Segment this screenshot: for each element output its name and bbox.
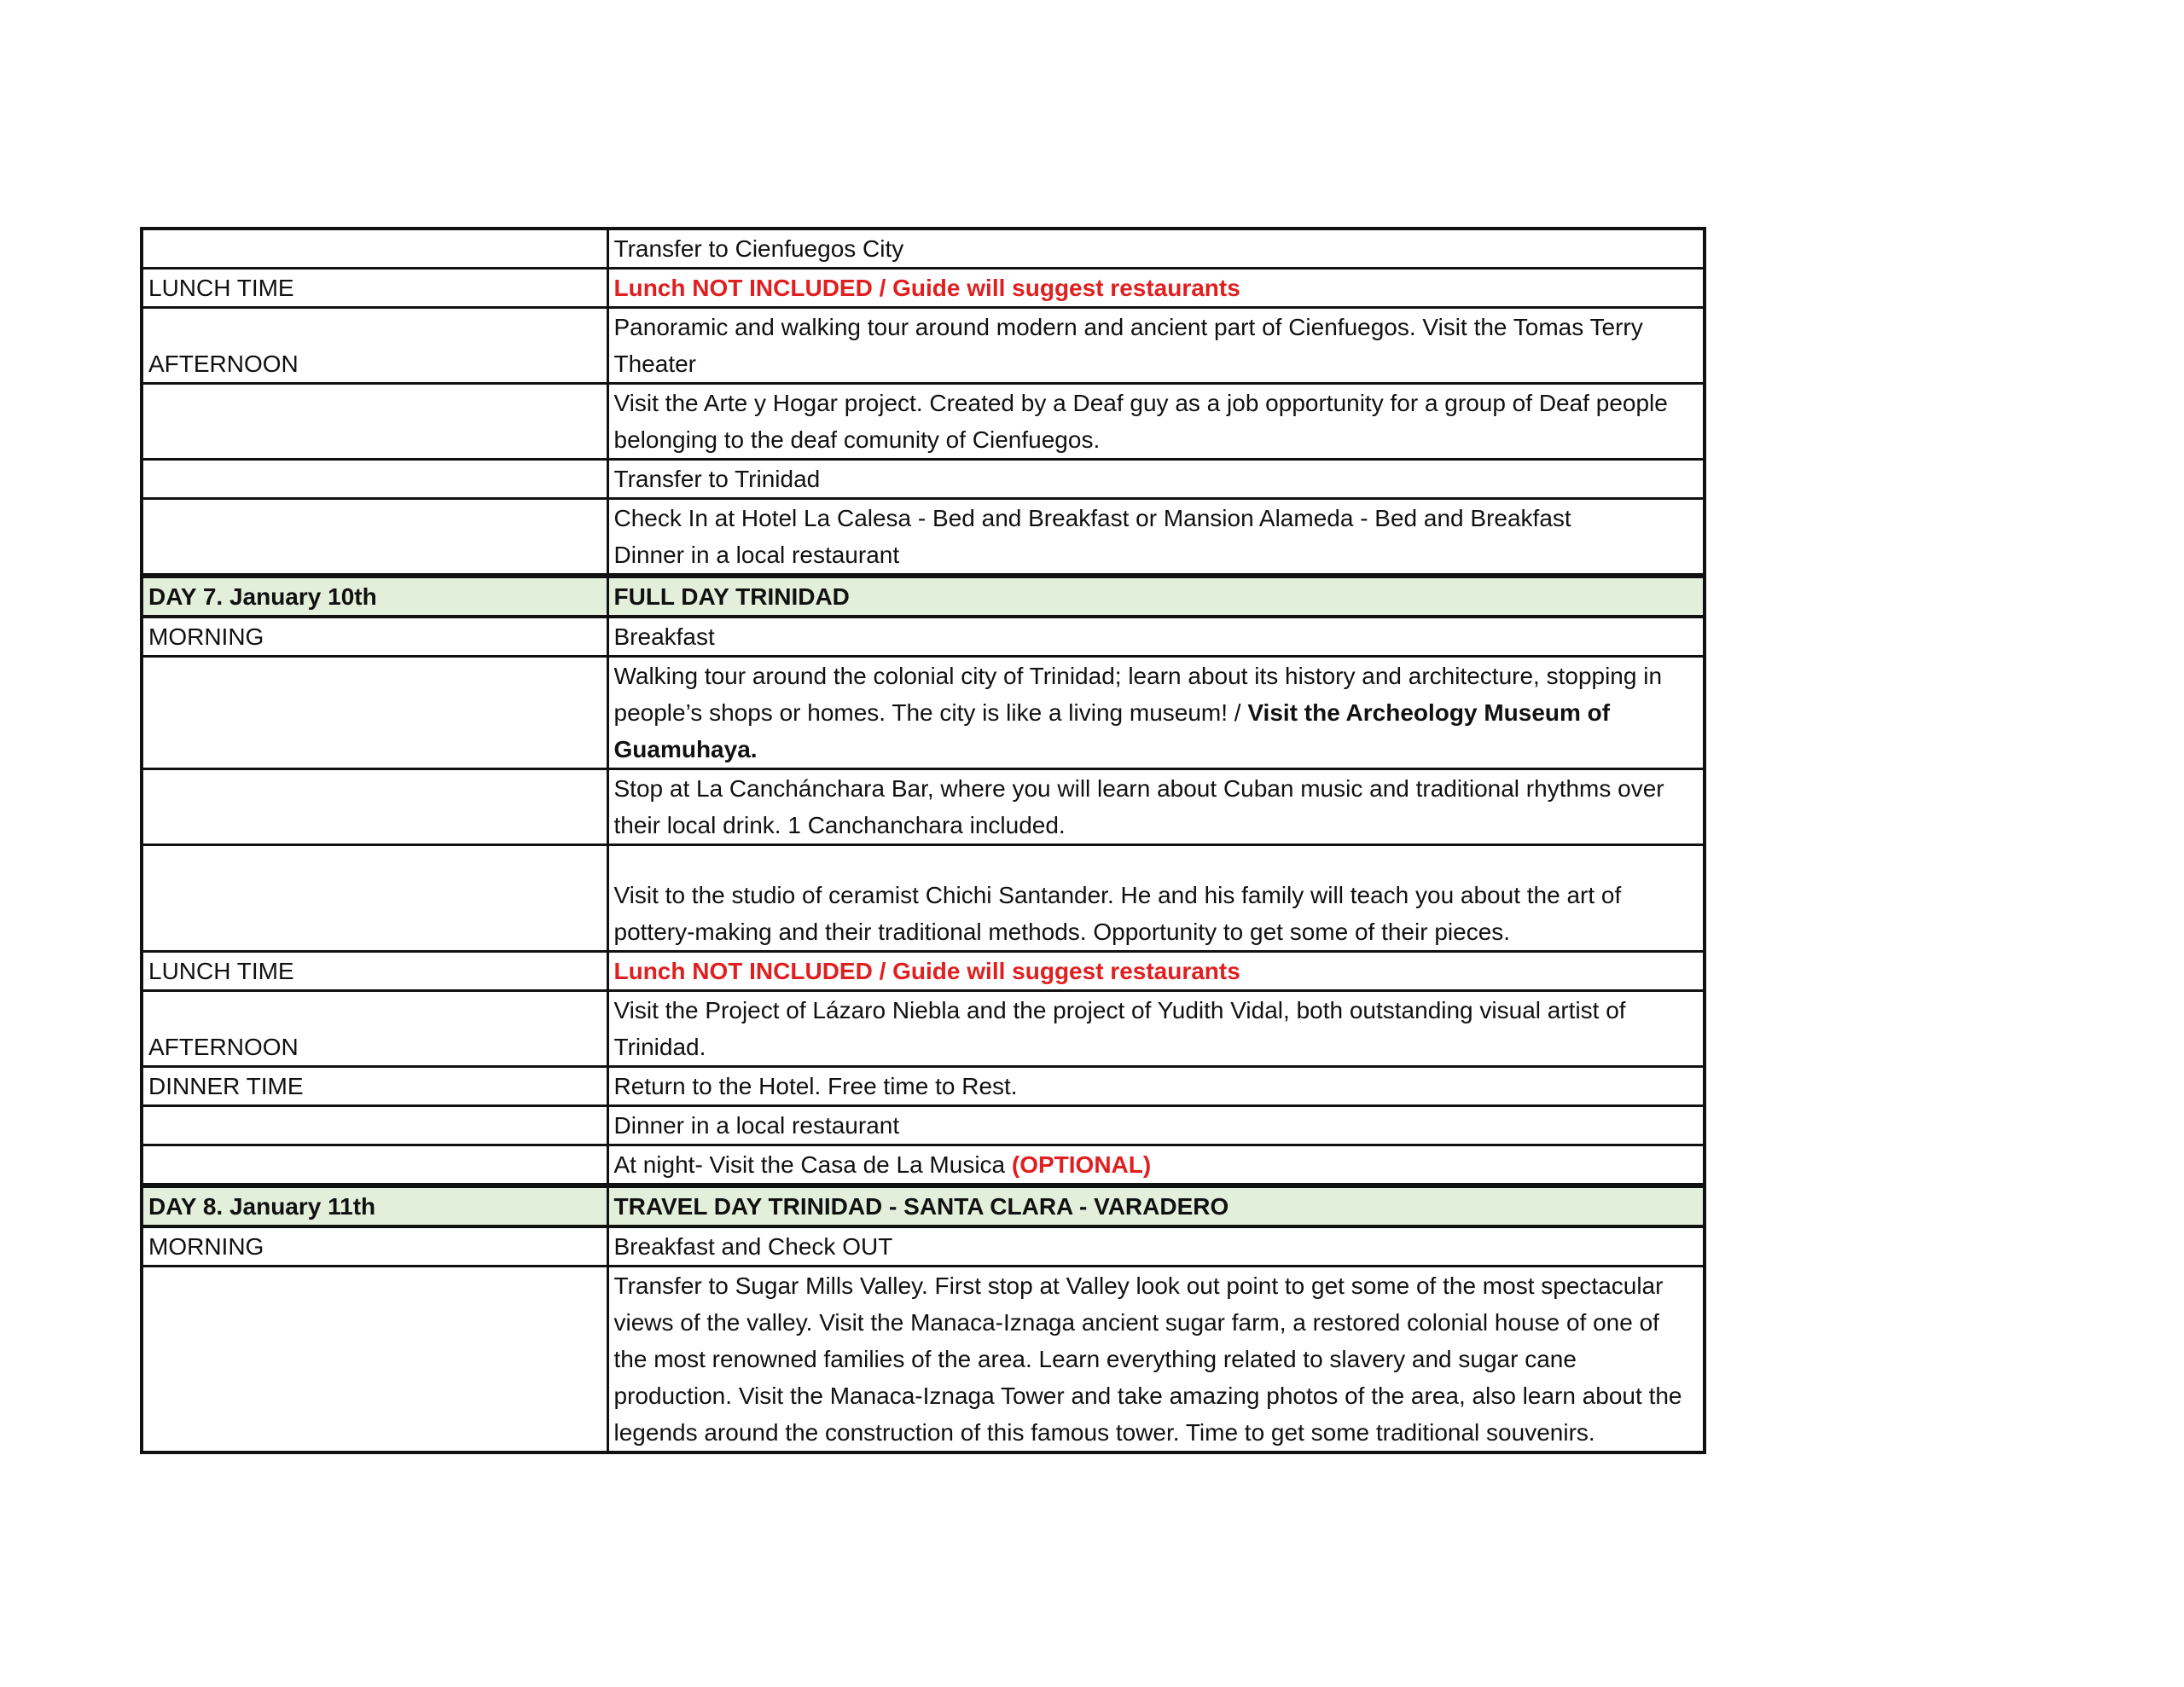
time-slot-cell [142, 1106, 607, 1145]
activity-cell [607, 1267, 1705, 1453]
time-slot-cell: AFTERNOON [142, 991, 607, 1067]
itinerary-row [142, 845, 1705, 952]
time-slot-cell [142, 229, 607, 269]
time-slot-cell: MORNING [142, 1226, 607, 1267]
time-slot-cell: LUNCH TIME [142, 952, 607, 991]
time-slot-cell [142, 769, 607, 845]
day-label: DAY 8. January 11th [142, 1186, 607, 1226]
itinerary-row [142, 460, 1705, 499]
activity-text: Transfer to Cienfuegos City [613, 235, 904, 262]
day-title [607, 576, 1705, 617]
activity-cell [607, 1067, 1705, 1106]
activity-cell [607, 1145, 1705, 1186]
activity-cell [607, 769, 1705, 845]
itinerary-rows [142, 229, 1705, 1452]
itinerary-row [142, 952, 1705, 991]
activity-text: Stop at La Canchánchara Bar, where you will learn about Cuban music and traditional rhythms over their local drink. 1 Canchanchara included. [613, 775, 1664, 838]
activity-cell [607, 384, 1705, 460]
activity-text: Check In at Hotel La Calesa - Bed and Breakfast or Mansion Alameda - Bed and Breakfast Dinner in a local restaurant [613, 505, 1571, 568]
time-slot-cell [142, 657, 607, 769]
activity-cell [607, 617, 1705, 657]
activity-cell [607, 1226, 1705, 1267]
activity-cell [607, 229, 1705, 269]
activity-text: Visit the Project of Lázaro Niebla and the project of Yudith Vidal, both outstanding visual artist of Trinidad. [613, 997, 1626, 1060]
activity-cell [607, 308, 1705, 384]
itinerary-row [142, 269, 1705, 308]
time-slot-cell [142, 1145, 607, 1186]
optional-badge: (OPTIONAL) [1011, 1151, 1152, 1178]
day-header-row [142, 576, 1705, 617]
activity-text: Visit to the studio of ceramist Chichi Santander. He and his family will teach you about the art of pottery-making and their traditional methods. Opportunity to get some of their pieces. [613, 882, 1622, 945]
activity-text: Panoramic and walking tour around modern and ancient part of Cienfuegos. Visit the Tomas Terry Theater [613, 314, 1643, 377]
itinerary-row [142, 499, 1705, 577]
activity-cell [607, 952, 1705, 991]
itinerary-table [140, 227, 1706, 1454]
activity-text: Return to the Hotel. Free time to Rest. [613, 1073, 1018, 1099]
itinerary-row [142, 617, 1705, 657]
itinerary-row [142, 657, 1705, 769]
activity-highlight: Visit the Archeology Museum of Guamuhaya. [613, 699, 1611, 762]
activity-text: Dinner in a local restaurant [613, 1112, 900, 1139]
activity-text: At night- Visit the Casa de La Musica [613, 1151, 1012, 1178]
activity-text: TRAVEL DAY TRINIDAD - SANTA CLARA - VARADERO [613, 1193, 1229, 1220]
time-slot-cell: AFTERNOON [142, 308, 607, 384]
time-slot-cell [142, 499, 607, 577]
activity-text: Visit the Arte y Hogar project. Created by a Deaf guy as a job opportunity for a group of Deaf people belonging to the deaf comunity of Cienfuegos. [613, 390, 1668, 453]
itinerary-row [142, 308, 1705, 384]
time-slot-cell: DINNER TIME [142, 1067, 607, 1106]
activity-text: Walking tour around the colonial city of Trinidad; learn about its history and architecture, stopping in people’s shops or homes. The city is like a living museum! / [613, 663, 1663, 726]
activity-cell [607, 657, 1705, 769]
itinerary-row [142, 991, 1705, 1067]
activity-text: FULL DAY TRINIDAD [613, 583, 850, 610]
day-title [607, 1186, 1705, 1226]
itinerary-row [142, 229, 1705, 269]
activity-cell [607, 499, 1705, 577]
activity-cell [607, 269, 1705, 308]
activity-text: Breakfast [613, 623, 715, 650]
activity-cell [607, 845, 1705, 952]
itinerary-row [142, 384, 1705, 460]
itinerary-row [142, 1267, 1705, 1453]
time-slot-cell [142, 1267, 607, 1453]
activity-text: Transfer to Trinidad [613, 466, 821, 492]
time-slot-cell: LUNCH TIME [142, 269, 607, 308]
itinerary-row [142, 769, 1705, 845]
time-slot-cell [142, 384, 607, 460]
activity-text: Lunch NOT INCLUDED / Guide will suggest restaurants [613, 958, 1240, 984]
activity-text: Transfer to Sugar Mills Valley. First stop at Valley look out point to get some of the most spectacular views of the valley. Visit the Manaca-Iznaga ancient sugar farm, a restored colonial house of one of the most renowned families of the area. Learn everything related to slavery and sugar cane production. Visit the Manaca-Iznaga Tower and take amazing photos of the area, also learn about the legends around the construction of this famous tower. Time to get some traditional souvenirs. [613, 1272, 1682, 1446]
itinerary-row [142, 1226, 1705, 1267]
day-header-row [142, 1186, 1705, 1226]
time-slot-cell: MORNING [142, 617, 607, 657]
activity-cell [607, 460, 1705, 499]
itinerary-row [142, 1145, 1705, 1186]
activity-cell [607, 991, 1705, 1067]
time-slot-cell [142, 845, 607, 952]
time-slot-cell [142, 460, 607, 499]
itinerary-row [142, 1067, 1705, 1106]
day-label: DAY 7. January 10th [142, 576, 607, 617]
activity-cell [607, 1106, 1705, 1145]
activity-text: Breakfast and Check OUT [613, 1233, 893, 1260]
itinerary-row [142, 1106, 1705, 1145]
activity-text: Lunch NOT INCLUDED / Guide will suggest restaurants [613, 275, 1240, 301]
